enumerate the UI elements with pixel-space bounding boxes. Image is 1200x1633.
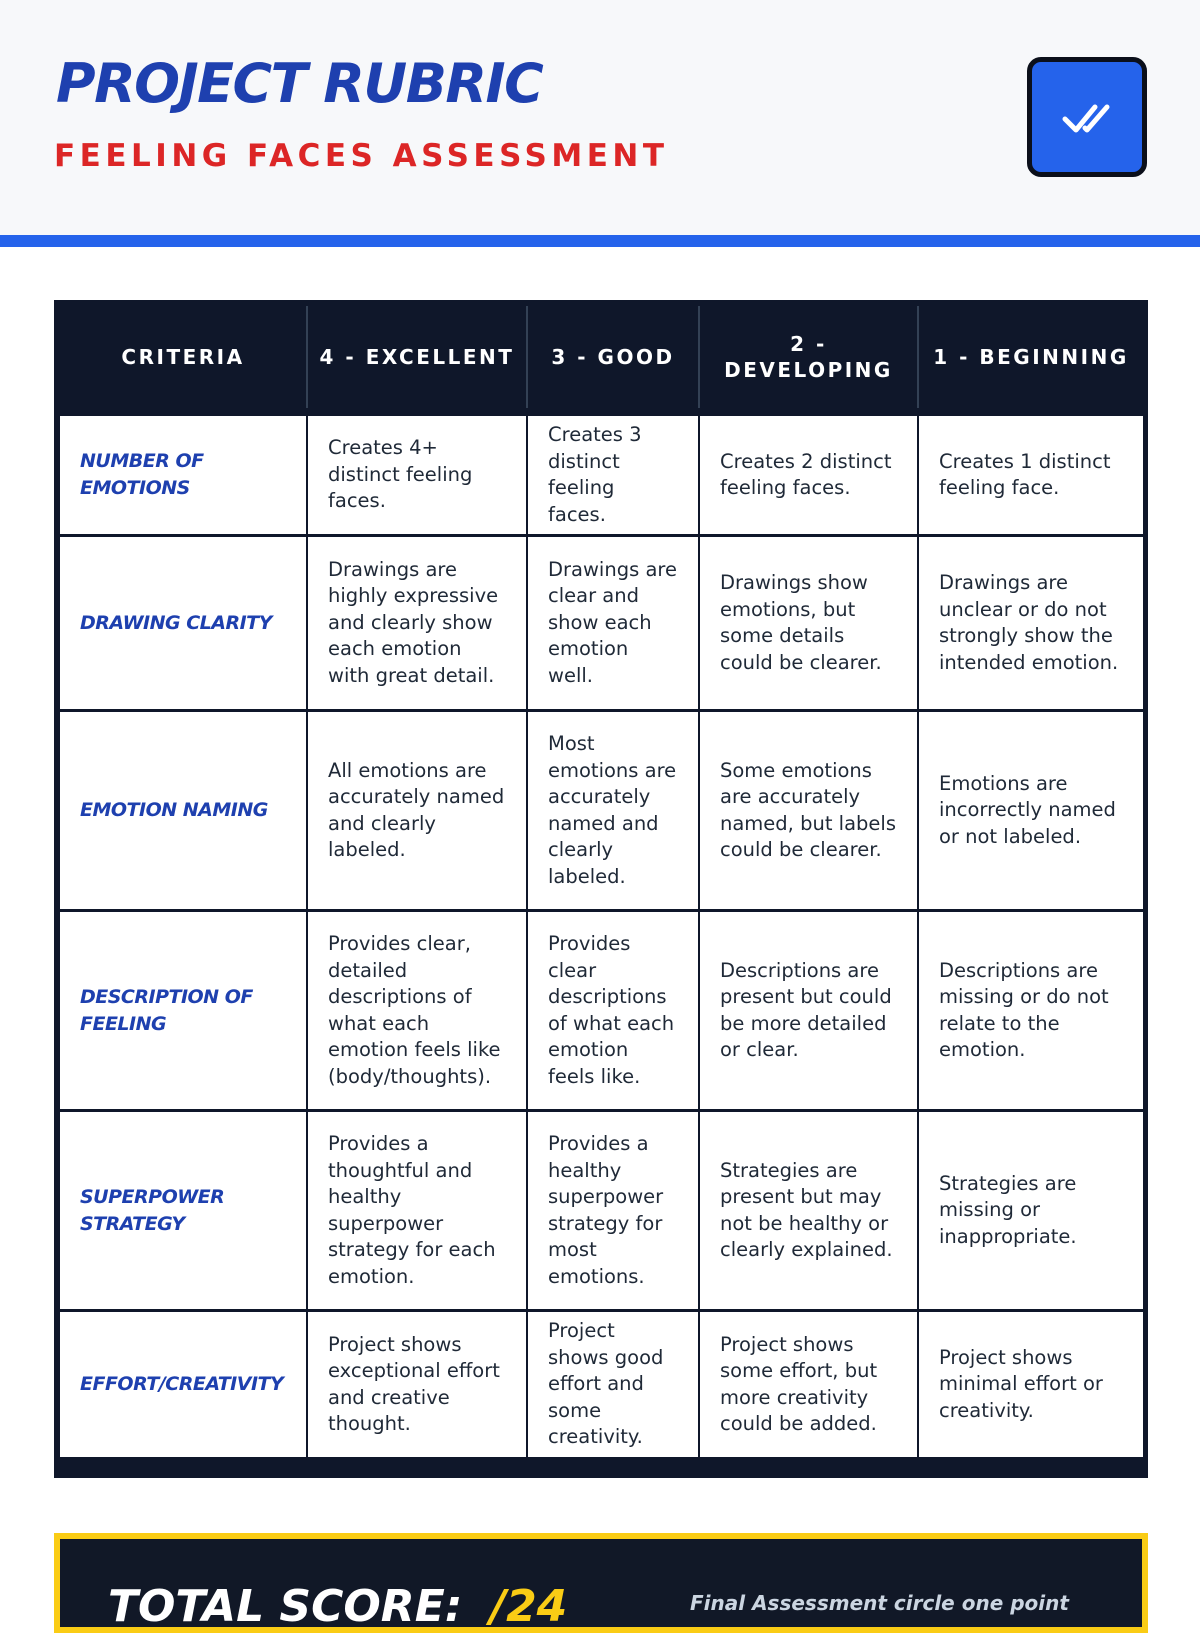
criterion-cell xyxy=(60,537,306,709)
level-cell xyxy=(528,1112,698,1309)
table-row xyxy=(54,416,1148,534)
criterion-label: NUMBER OF EMOTIONS xyxy=(80,450,204,499)
level-cell xyxy=(700,1312,917,1457)
level-description: Drawings are unclear or do not strongly show the intended emotion. xyxy=(939,571,1119,674)
level-cell xyxy=(919,712,1143,909)
column-header-beginning: 1 - BEGINNING xyxy=(933,344,1129,369)
level-cell xyxy=(919,912,1143,1109)
total-score-note: Final Assessment circle one point xyxy=(690,1591,1069,1615)
level-description: Drawings are clear and show each emotion well. xyxy=(548,557,677,687)
level-cell xyxy=(528,416,698,534)
table-row xyxy=(54,537,1148,709)
table-row xyxy=(54,1112,1148,1309)
level-description: Provides clear, detailed descriptions of what each emotion feels like (body/thoughts). xyxy=(328,932,501,1088)
level-description: Provides clear descriptions of what each emotion feels like. xyxy=(548,932,675,1088)
level-cell xyxy=(700,712,917,909)
criterion-cell xyxy=(60,1312,306,1457)
level-description: Drawings are highly expressive and clearly show each emotion with great detail. xyxy=(328,557,499,687)
level-cell xyxy=(528,1312,698,1457)
column-header-developing: 2 - DEVELOPING xyxy=(724,331,893,382)
level-cell xyxy=(700,912,917,1109)
double-check-icon xyxy=(1059,97,1115,137)
level-description: Descriptions are present but could be more detailed or clear. xyxy=(720,958,892,1061)
level-description: Strategies are present but may not be healthy or clearly explained. xyxy=(720,1158,893,1261)
level-description: Emotions are incorrectly named or not labeled. xyxy=(939,771,1116,848)
level-cell xyxy=(528,712,698,909)
level-cell xyxy=(919,416,1143,534)
column-header-criteria: CRITERIA xyxy=(121,344,245,369)
level-description: Creates 1 distinct feeling face. xyxy=(939,449,1111,499)
page-title: PROJECT RUBRIC xyxy=(56,52,543,115)
level-cell xyxy=(700,416,917,534)
table-row xyxy=(54,1312,1148,1457)
level-description: Drawings show emotions, but some details could be clearer. xyxy=(720,571,882,674)
criterion-label: DRAWING CLARITY xyxy=(80,611,272,634)
rubric-table xyxy=(54,300,1148,1478)
header-divider xyxy=(0,235,1200,247)
level-description: Descriptions are missing or do not relate to the emotion. xyxy=(939,958,1109,1061)
level-description: Project shows minimal effort or creativity. xyxy=(939,1345,1103,1422)
criterion-cell xyxy=(60,1112,306,1309)
page-subtitle: FEELING FACES ASSESSMENT xyxy=(54,138,669,174)
level-cell xyxy=(528,912,698,1109)
criterion-cell xyxy=(60,712,306,909)
level-cell xyxy=(308,712,526,909)
level-cell xyxy=(308,912,526,1109)
level-description: Some emotions are accurately named, but labels could be clearer. xyxy=(720,758,896,861)
level-description: All emotions are accurately named and clearly labeled. xyxy=(328,758,505,861)
criterion-cell xyxy=(60,912,306,1109)
level-description: Provides a thoughtful and healthy superpower strategy for each emotion. xyxy=(328,1132,496,1288)
total-score-label: TOTAL SCORE: xyxy=(108,1581,463,1632)
column-header-good: 3 - GOOD xyxy=(551,344,675,369)
level-description: Strategies are missing or inappropriate. xyxy=(939,1171,1077,1248)
level-cell xyxy=(308,1312,526,1457)
criterion-label: EFFORT/CREATIVITY xyxy=(80,1373,284,1395)
criterion-cell xyxy=(60,416,306,534)
criterion-label: DESCRIPTION OF FEELING xyxy=(80,985,253,1035)
level-description: Creates 4+ distinct feeling faces. xyxy=(328,436,473,513)
level-description: Project shows some effort, but more creativity could be added. xyxy=(720,1332,878,1435)
check-badge xyxy=(1027,57,1147,177)
level-description: Project shows good effort and some creativity. xyxy=(548,1319,664,1449)
column-header-excellent: 4 - EXCELLENT xyxy=(319,344,515,369)
level-cell xyxy=(919,537,1143,709)
level-cell xyxy=(528,537,698,709)
table-row xyxy=(54,912,1148,1109)
level-cell xyxy=(308,537,526,709)
level-cell xyxy=(700,537,917,709)
table-row xyxy=(54,712,1148,909)
table-header-row xyxy=(54,300,1148,413)
level-description: Project shows exceptional effort and creative thought. xyxy=(328,1332,500,1435)
level-cell xyxy=(919,1112,1143,1309)
level-description: Creates 2 distinct feeling faces. xyxy=(720,449,892,499)
level-cell xyxy=(919,1312,1143,1457)
level-description: Provides a healthy superpower strategy for most emotions. xyxy=(548,1132,664,1288)
criterion-label: SUPERPOWER STRATEGY xyxy=(80,1185,225,1235)
level-cell xyxy=(308,1112,526,1309)
level-description: Creates 3 distinct feeling faces. xyxy=(548,423,642,526)
level-description: Most emotions are accurately named and clearly labeled. xyxy=(548,732,677,888)
total-score-value: /24 xyxy=(490,1581,568,1632)
level-cell xyxy=(700,1112,917,1309)
level-cell xyxy=(308,416,526,534)
header xyxy=(0,0,1200,235)
criterion-label: EMOTION NAMING xyxy=(80,799,268,821)
total-score-panel xyxy=(54,1533,1148,1633)
